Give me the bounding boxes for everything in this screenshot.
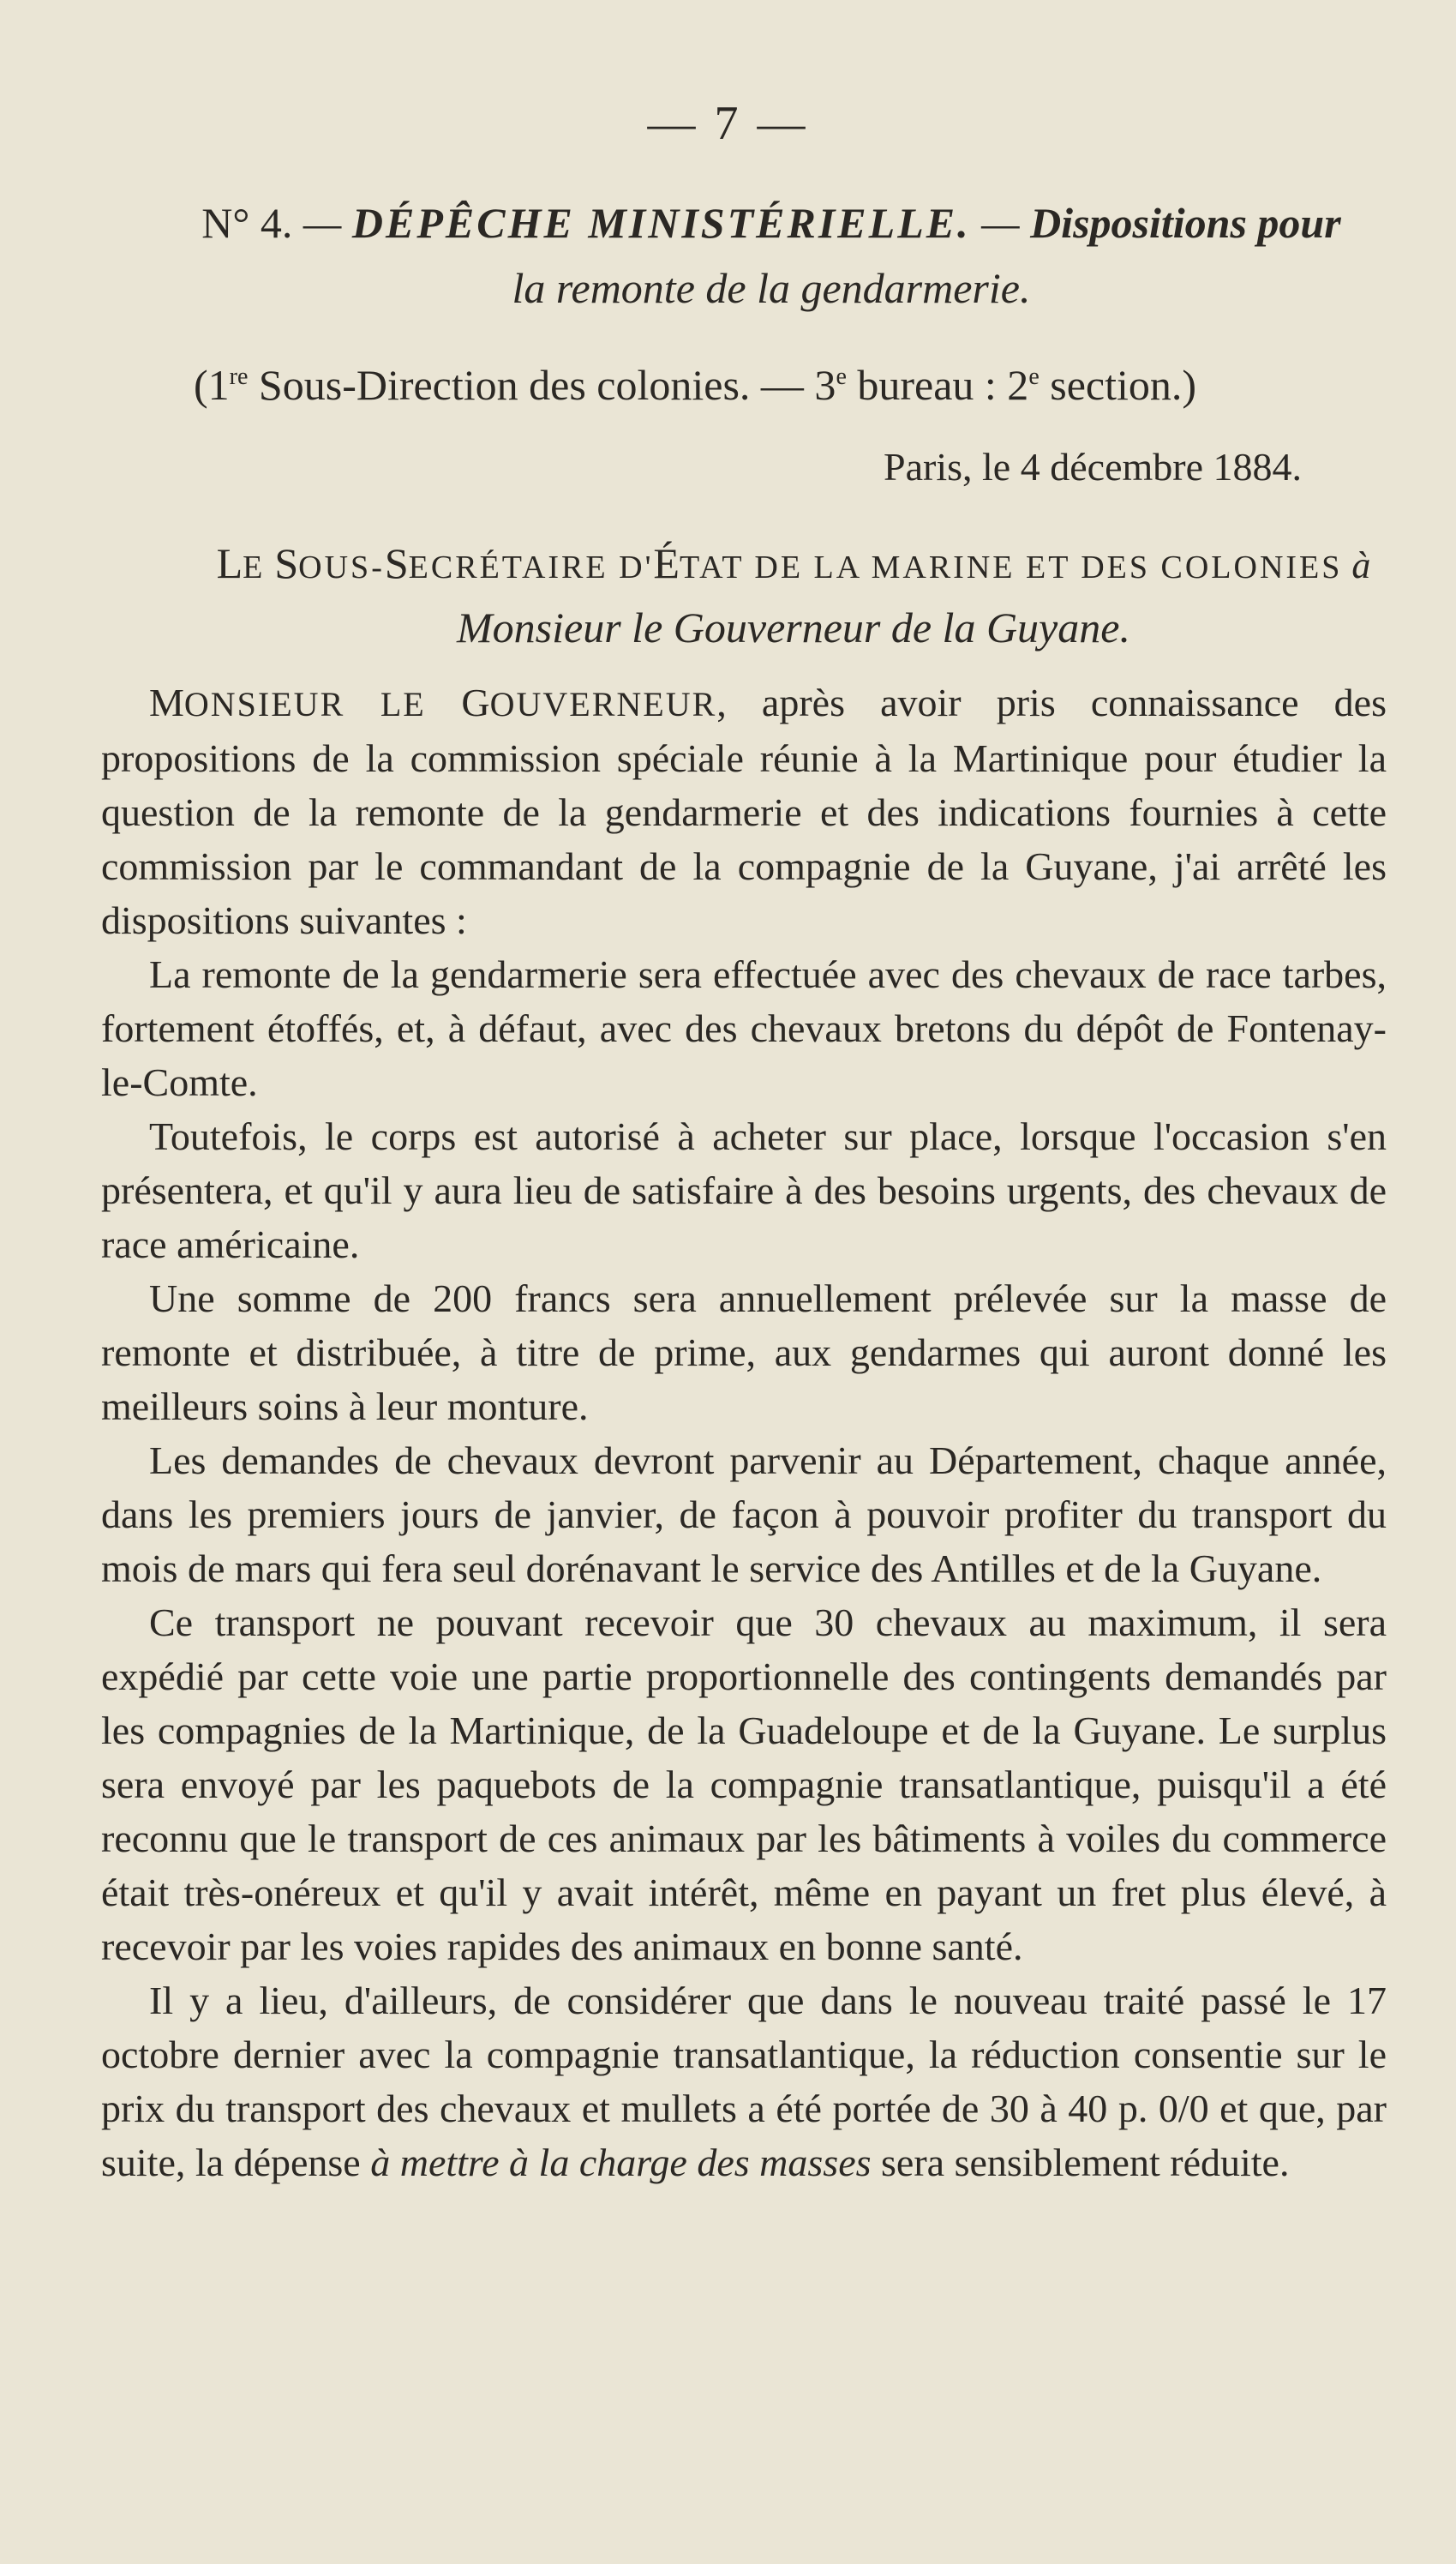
salutation: M [149,681,184,724]
address-text: ECRÉTAIRE [408,549,608,585]
paragraph: Ce transport ne pouvant recevoir que 30 chevaux au maximum, il sera expédié par cette voie une partie proportionnelle des contingents demandés par les compagnies de la Martinique, de la Guadeloupe et de la Guyane. Le surplus sera envoyé par les paquebots de la compagnie transatlantique, puisqu'il a été reconnu que le transport de ces animaux par les bâtiments à voiles du commerce était très-onéreux et qu'il y avait intérêt, même en payant un fret plus élevé, à recevoir par les voies rapides des animaux en bonne santé. [101,1600,1387,1968]
recipient: Monsieur le Gouverneur de la Guyane. [457,603,1130,652]
address-text: L [216,539,243,587]
paragraph [101,1973,1387,2189]
title-dash: — [970,199,1031,247]
paragraph: La remonte de la gendarmerie sera effectuée avec des chevaux de race tarbes, fortement étoffés, et, à défaut, avec des chevaux bretons du dépôt de Fontenay-le-Comte. [101,952,1387,1104]
paragraph-text: sera sensiblement réduite. [871,2141,1290,2184]
dateline: Paris, le 4 décembre 1884. [884,445,1302,489]
title-dash: — [292,199,352,247]
document-title [137,190,1405,321]
paragraph: Les demandes de chevaux devront parvenir au Département, chaque année, dans les premiers jours de janvier, de façon à pouvoir profiter du transport du mois de mars qui fera seul dorénavant le service des Antilles et de la Guyane. [101,1438,1387,1590]
paragraph: Une somme de 200 francs sera annuellement prélevée sur la masse de remonte et distribuée, à titre de prime, aux gendarmes qui auront donné les meilleurs soins à leur monture. [101,1276,1387,1428]
address-text: S [384,539,409,587]
address-text: à [1342,544,1371,586]
address-text: TAT DE LA MARINE ET DES COLONIES [679,549,1343,585]
paragraph-text: Il y a lieu, d'ailleurs, de considérer que dans le nouveau traité passé le 17 octobre dernier avec la compagnie transatlantique, la réduction consentie sur le prix du transport des chevaux et mullets a été portée de 30 à 40 p. 0/0 et que, par suite, la dépense [101,1979,1387,2184]
salutation: G [461,681,490,724]
direction-line [194,351,1445,411]
address-text: S [274,539,299,587]
dispatch-subject-end: la remonte de la gendarmerie. [512,264,1031,312]
salutation: OUVERNEUR [489,685,717,724]
dispatch-type: DÉPÊCHE MINISTÉRIELLE. [351,199,971,247]
direction-sup: e [1028,363,1040,390]
address-text: E [243,549,266,585]
letter-body [101,676,1387,2189]
direction-part: Sous-Direction des colonies. — 3 [248,361,836,409]
direction-sup: re [229,363,249,390]
address-text: É [653,539,680,587]
address-text: D' [608,549,654,585]
dispatch-subject-start: Dispositions pour [1030,199,1341,247]
direction-part: section.) [1039,361,1197,409]
direction-part: bureau : 2 [846,361,1029,409]
direction-open: (1 [194,361,230,409]
salutation: ONSIEUR LE [183,685,462,724]
paragraph [101,676,1387,947]
paragraph-text: , après avoir pris connaissance des propositions de la commission spéciale réunie à la Martinique pour étudier la question de la remonte de la gendarmerie et des indications fournies à cette commission par le commandant de la compagnie de la Guyane, j'ai arrêté les dispositions suivantes : [101,681,1387,942]
paragraph: Toutefois, le corps est autorisé à acheter sur place, lorsque l'occasion s'en présentera, et qu'il y aura lieu de satisfaire à des besoins urgents, des chevaux de race américaine. [101,1114,1387,1266]
direction-sup: e [836,363,847,390]
dispatch-number: N° 4. [201,199,293,247]
address-text: OUS- [298,549,385,585]
address-block [185,533,1402,660]
paragraph-italic: à mettre à la charge des masses [370,2141,872,2184]
page-number: — 7 — [647,97,809,150]
